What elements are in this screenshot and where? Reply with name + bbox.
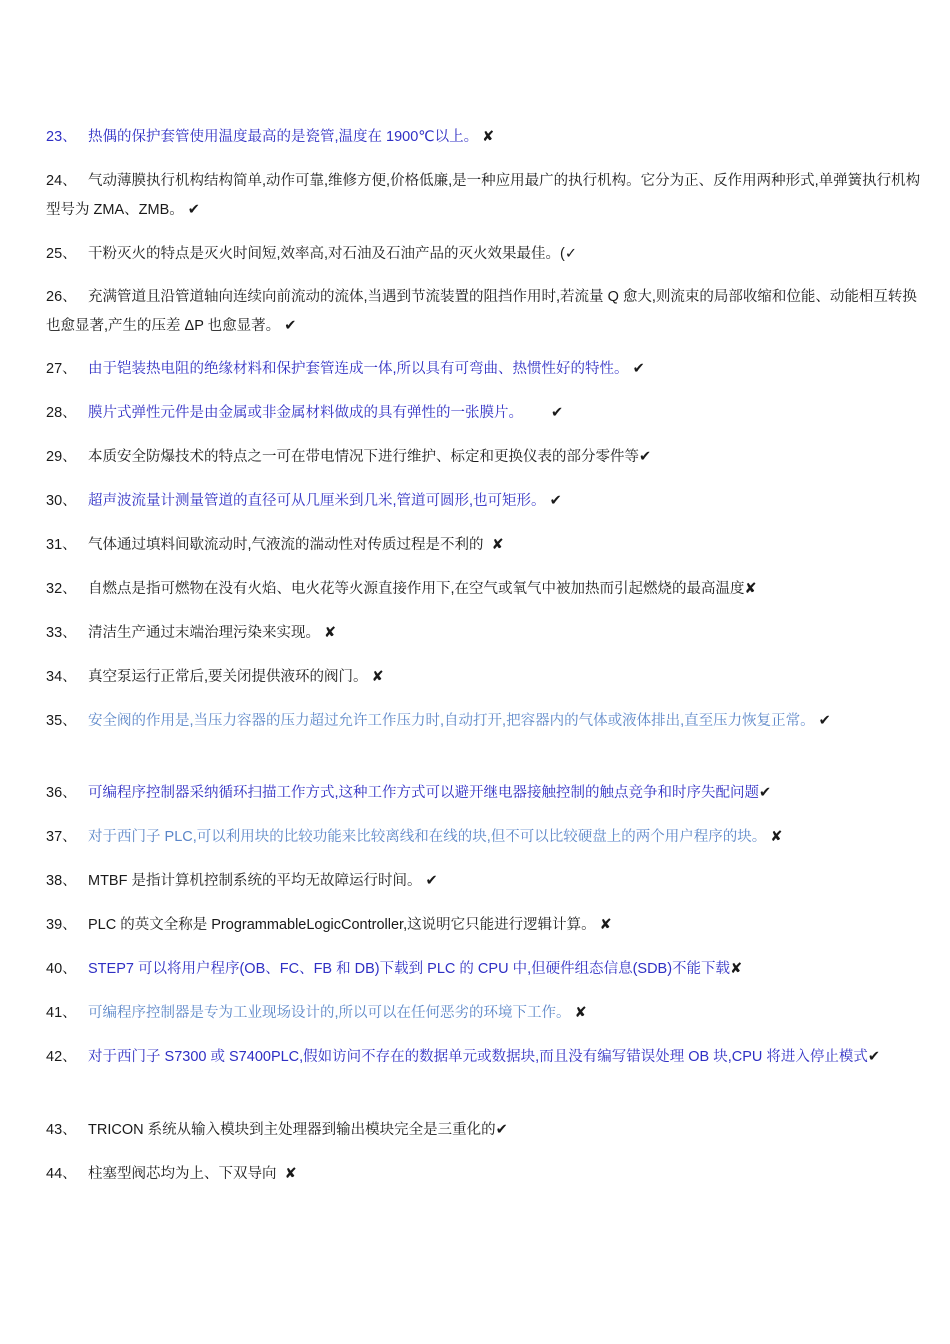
- answer-mark: ✘: [491, 537, 504, 553]
- question-text: 清洁生产通过末端治理污染来实现。: [88, 625, 320, 641]
- question-text: 真空泵运行正常后,要关闭提供液环的阀门。: [88, 669, 368, 685]
- question-number: 36、: [46, 785, 77, 801]
- question-text: 热偶的保护套管使用温度最高的是瓷管,温度在 1900℃以上。: [88, 129, 479, 145]
- question-number: 34、: [46, 669, 77, 685]
- question-26: [46, 283, 926, 341]
- question-36: [46, 779, 926, 808]
- answer-mark: ✓: [564, 246, 578, 262]
- question-text: 气体通过填料间歇流动时,气液流的湍动性对传质过程是不利的: [88, 537, 484, 553]
- question-text: 柱塞型阀芯均为上、下双导向: [88, 1166, 277, 1182]
- question-number: 37、: [46, 829, 77, 845]
- answer-mark: ✔: [759, 785, 772, 801]
- answer-mark: ✔: [639, 449, 652, 465]
- question-text: 超声波流量计测量管道的直径可从几厘米到几米,管道可圆形,也可矩形。: [88, 493, 546, 509]
- question-number: 40、: [46, 961, 77, 977]
- question-24: [46, 167, 926, 225]
- question-text: 安全阀的作用是,当压力容器的压力超过允许工作压力时,自动打开,把容器内的气体或液体排出,直至压力恢复正常。: [88, 713, 815, 729]
- question-text: 干粉灭火的特点是灭火时间短,效率高,对石油及石油产品的灭火效果最佳。(: [88, 246, 565, 262]
- question-text: 自燃点是指可燃物在没有火焰、电火花等火源直接作用下,在空气或氧气中被加热而引起燃烧的最高温度: [88, 581, 745, 597]
- question-number: 25、: [46, 246, 77, 262]
- question-text: 气动薄膜执行机构结构简单,动作可靠,维修方便,价格低廉,是一种应用最广的执行机构。它分为正、反作用两种形式,单弹簧执行机构型号为 ZMA、ZMB。: [46, 173, 921, 218]
- question-text: 可编程序控制器是专为工业现场设计的,所以可以在任何恶劣的环境下工作。: [88, 1005, 571, 1021]
- question-42: [46, 1043, 926, 1072]
- question-30: [46, 487, 926, 516]
- answer-mark: ✘: [599, 917, 612, 933]
- question-number: 27、: [46, 361, 77, 377]
- question-number: 44、: [46, 1166, 77, 1182]
- question-number: 42、: [46, 1049, 77, 1065]
- question-32: [46, 575, 926, 604]
- question-38: [46, 867, 926, 896]
- question-28: [46, 399, 926, 428]
- question-text: STEP7 可以将用户程序(OB、FC、FB 和 DB)下载到 PLC 的 CPU 中,但硬件组态信息(SDB)不能下载: [88, 961, 731, 977]
- question-35: [46, 707, 926, 736]
- answer-mark: ✔: [551, 405, 564, 421]
- question-text: 本质安全防爆技术的特点之一可在带电情况下进行维护、标定和更换仪表的部分零件等: [88, 449, 639, 465]
- question-27: [46, 355, 926, 384]
- question-number: 31、: [46, 537, 77, 553]
- question-number: 23、: [46, 129, 77, 145]
- question-25: [46, 240, 926, 269]
- answer-mark: ✘: [284, 1166, 297, 1182]
- answer-mark: ✔: [549, 493, 562, 509]
- answer-mark: ✔: [818, 713, 831, 729]
- question-number: 29、: [46, 449, 77, 465]
- answer-mark: ✘: [324, 625, 337, 641]
- question-number: 35、: [46, 713, 77, 729]
- question-number: 38、: [46, 873, 77, 889]
- question-44: [46, 1160, 926, 1189]
- question-39: [46, 911, 926, 940]
- question-number: 32、: [46, 581, 77, 597]
- question-40: [46, 955, 926, 984]
- question-text: 膜片式弹性元件是由金属或非金属材料做成的具有弹性的一张膜片。: [88, 405, 523, 421]
- question-number: 33、: [46, 625, 77, 641]
- question-41: [46, 999, 926, 1028]
- question-number: 28、: [46, 405, 77, 421]
- answer-mark: ✔: [495, 1122, 508, 1138]
- question-number: 41、: [46, 1005, 77, 1021]
- question-23: [46, 123, 926, 152]
- question-text: MTBF 是指计算机控制系统的平均无故障运行时间。: [88, 873, 422, 889]
- question-text: 对于西门子 S7300 或 S7400PLC,假如访问不存在的数据单元或数据块,而且没有编写错误处理 OB 块,CPU 将进入停止模式: [88, 1049, 868, 1065]
- answer-mark: ✔: [187, 202, 200, 218]
- question-29: [46, 443, 926, 472]
- answer-mark: ✘: [744, 581, 757, 597]
- question-37: [46, 823, 926, 852]
- question-number: 24、: [46, 173, 77, 189]
- answer-mark: ✘: [482, 129, 495, 145]
- answer-mark: ✘: [770, 829, 783, 845]
- answer-mark: ✔: [632, 361, 645, 377]
- answer-mark: ✔: [867, 1049, 881, 1065]
- question-number: 30、: [46, 493, 77, 509]
- question-text: 由于铠装热电阻的绝缘材料和保护套管连成一体,所以具有可弯曲、热惯性好的特性。: [88, 361, 629, 377]
- question-text: TRICON 系统从输入模块到主处理器到输出模块完全是三重化的: [88, 1122, 496, 1138]
- question-text: PLC 的英文全称是 ProgrammableLogicController,这说明它只能进行逻辑计算。: [88, 917, 596, 933]
- question-number: 39、: [46, 917, 77, 933]
- question-text: 对于西门子 PLC,可以利用块的比较功能来比较离线和在线的块,但不可以比较硬盘上的两个用户程序的块。: [88, 829, 767, 845]
- question-33: [46, 619, 926, 648]
- answer-mark: ✘: [730, 961, 743, 977]
- answer-mark: ✔: [284, 318, 297, 334]
- question-number: 26、: [46, 289, 77, 305]
- answer-mark: ✔: [425, 873, 438, 889]
- question-34: [46, 663, 926, 692]
- question-31: [46, 531, 926, 560]
- answer-mark: ✘: [574, 1005, 587, 1021]
- question-number: 43、: [46, 1122, 77, 1138]
- question-text: 可编程序控制器采纳循环扫描工作方式,这种工作方式可以避开继电器接触控制的触点竞争和时序失配问题: [88, 785, 760, 801]
- answer-mark: ✘: [371, 669, 384, 685]
- question-text: 充满管道且沿管道轴向连续向前流动的流体,当遇到节流装置的阻挡作用时,若流量 Q 愈大,则流束的局部收缩和位能、动能相互转换也愈显著,产生的压差 ΔP 也愈显著。: [46, 289, 917, 334]
- question-43: [46, 1116, 926, 1145]
